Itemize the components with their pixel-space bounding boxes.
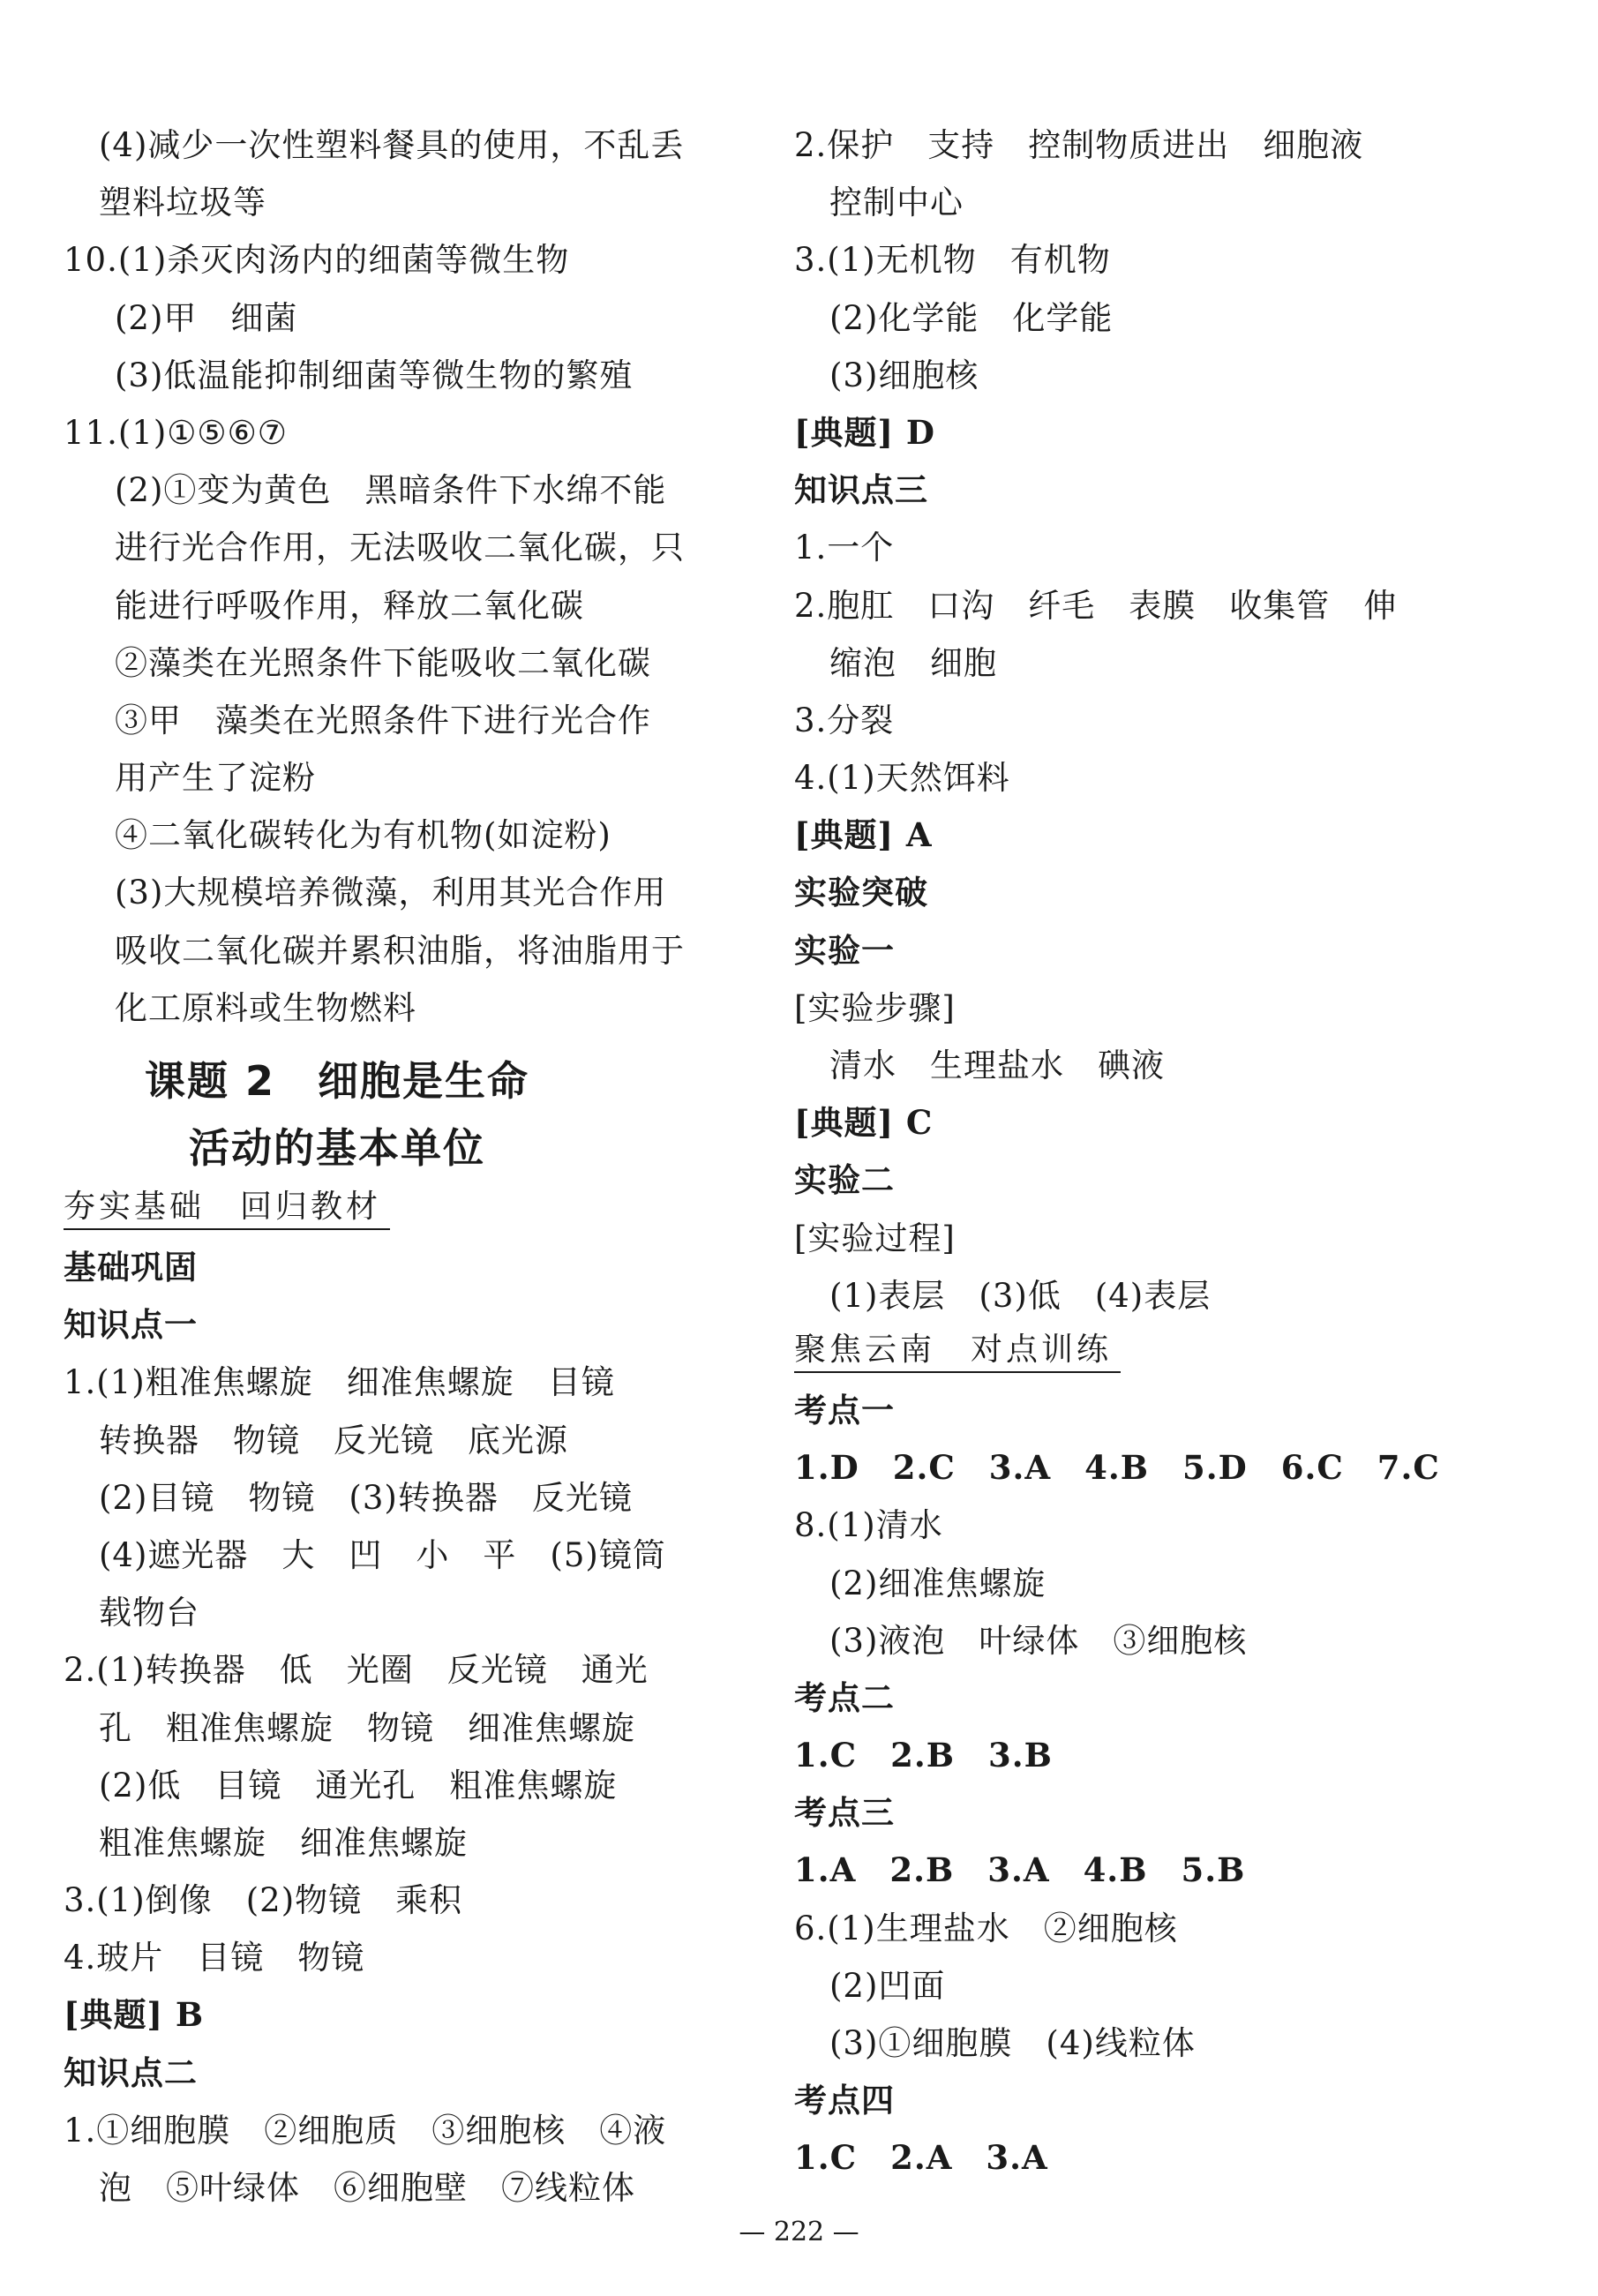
answer-line: (3)大规模培养微藻，利用其光合作用 <box>115 874 667 912</box>
section-heading: 基础巩固 <box>64 1249 198 1287</box>
answer-line: (4)减少一次性塑料餐具的使用，不乱丢 <box>99 126 685 164</box>
answer-line: [典题] D <box>794 412 935 452</box>
answer-line: 6.(1)生理盐水 ②细胞核 <box>794 1909 1178 1947</box>
answer-line: [典题] A <box>794 815 933 855</box>
section-heading: 实验突破 <box>794 874 928 912</box>
section-heading: 考点四 <box>794 2082 895 2120</box>
answer-line: 孔 粗准焦螺旋 物镜 细准焦螺旋 <box>99 1708 635 1747</box>
left-top-lines <box>64 116 734 1037</box>
answer-line: [典题] B <box>64 1995 205 2035</box>
answer-line: [典题] C <box>794 1103 934 1143</box>
answer-line: (3)细胞核 <box>829 356 979 394</box>
answer-line: 8.(1)清水 <box>794 1506 943 1545</box>
answer-line: 缩泡 细胞 <box>829 643 997 682</box>
answer-line: 粗准焦螺旋 细准焦螺旋 <box>99 1823 468 1862</box>
answer-line: (4)遮光器 大 凹 小 平 (5)镜筒 <box>99 1535 666 1574</box>
answer-line: ③甲 藻类在光照条件下进行光合作 <box>115 701 651 739</box>
answer-line: [实验过程] <box>794 1219 956 1257</box>
answer-line: (2)甲 细菌 <box>115 298 298 337</box>
answer-line: (3)液泡 叶绿体 ③细胞核 <box>829 1621 1248 1660</box>
section-heading: 考点三 <box>794 1794 895 1833</box>
answer-line: (3)低温能抑制细菌等微生物的繁殖 <box>115 356 634 394</box>
answer-line: 能进行呼吸作用，释放二氧化碳 <box>115 586 584 625</box>
answer-line: 清水 生理盐水 碘液 <box>829 1047 1165 1084</box>
answer-line: ②藻类在光照条件下能吸收二氧化碳 <box>115 643 651 682</box>
answer-line: 1.C 2.B 3.B <box>794 1736 1053 1775</box>
answer-line: 转换器 物镜 反光镜 底光源 <box>99 1421 568 1459</box>
answer-line: 2.(1)转换器 低 光圈 反光镜 通光 <box>64 1651 649 1690</box>
answer-line: (2)①变为黄色 黑暗条件下水绵不能 <box>115 471 667 510</box>
answer-line: (2)低 目镜 通光孔 粗准焦螺旋 <box>99 1766 618 1805</box>
answer-line: 吸收二氧化碳并累积油脂，将油脂用于 <box>115 931 685 970</box>
lesson-title-line1: 课题 2 细胞是生命 <box>144 1057 530 1105</box>
answer-line: 2.保护 支持 控制物质进出 细胞液 <box>794 126 1364 164</box>
answer-line: 11.(1)①⑤⑥⑦ <box>64 413 288 452</box>
section-banner <box>794 1324 1465 1382</box>
answer-line: 3.(1)无机物 有机物 <box>794 241 1111 280</box>
right-column <box>794 116 1465 2187</box>
answer-line: [实验步骤] <box>794 988 956 1027</box>
left-column <box>64 116 734 2217</box>
answer-line: 10.(1)杀灭肉汤内的细菌等微生物 <box>64 241 570 280</box>
answer-line: (2)细准焦螺旋 <box>829 1564 1047 1602</box>
answer-line: 1.一个 <box>794 529 895 567</box>
answer-line: (1)表层 (3)低 (4)表层 <box>829 1276 1212 1315</box>
section-heading: 知识点一 <box>64 1306 198 1345</box>
answer-line: 控制中心 <box>829 184 964 222</box>
banner-text: 聚焦云南 对点训练 <box>794 1329 1121 1373</box>
right-bottom-lines <box>794 1382 1465 2187</box>
answer-line: 进行光合作用，无法吸收二氧化碳，只 <box>115 529 685 567</box>
banner-text: 夯实基础 回归教材 <box>64 1186 390 1230</box>
left-bottom-lines <box>64 1239 734 2217</box>
section-heading: 考点一 <box>794 1391 895 1429</box>
answer-line: 载物台 <box>99 1594 199 1632</box>
answer-line: 3.分裂 <box>794 701 895 739</box>
answer-line: 1.(1)粗准焦螺旋 细准焦螺旋 目镜 <box>64 1363 615 1402</box>
answer-line: (3)①细胞膜 (4)线粒体 <box>829 2024 1196 2062</box>
answer-line: 泡 ⑤叶绿体 ⑥细胞壁 ⑦线粒体 <box>99 2169 635 2207</box>
right-top-lines <box>794 116 1465 1324</box>
section-heading: 知识点三 <box>794 471 928 510</box>
answer-line: 2.胞肛 口沟 纤毛 表膜 收集管 伸 <box>794 586 1398 625</box>
answer-line: ④二氧化碳转化为有机物(如淀粉) <box>115 816 611 855</box>
answer-line: 1.A 2.B 3.A 4.B 5.B <box>794 1850 1246 1890</box>
section-banner <box>64 1182 734 1239</box>
answer-line: (2)目镜 物镜 (3)转换器 反光镜 <box>99 1478 633 1517</box>
answer-line: 1.C 2.A 3.A <box>794 2138 1048 2178</box>
answer-line: 1.D 2.C 3.A 4.B 5.D 6.C 7.C <box>794 1448 1440 1488</box>
page-number: — 222 — <box>739 2217 859 2247</box>
answer-line: 4.(1)天然饵料 <box>794 759 1010 798</box>
section-heading: 实验二 <box>794 1161 895 1200</box>
section-heading: 考点二 <box>794 1678 895 1717</box>
answer-line: 3.(1)倒像 (2)物镜 乘积 <box>64 1881 463 1920</box>
answer-line: 4.玻片 目镜 物镜 <box>64 1939 365 1977</box>
section-heading: 实验一 <box>794 931 895 970</box>
answer-line: 1.①细胞膜 ②细胞质 ③细胞核 ④液 <box>64 2111 667 2150</box>
lesson-title-line2: 活动的基本单位 <box>189 1124 485 1172</box>
answer-line: (2)凹面 <box>829 1966 946 2005</box>
answer-line: 用产生了淀粉 <box>115 759 316 798</box>
section-heading: 知识点二 <box>64 2053 198 2092</box>
answer-line: 塑料垃圾等 <box>99 184 266 222</box>
answer-line: (2)化学能 化学能 <box>829 298 1114 337</box>
answer-line: 化工原料或生物燃料 <box>115 988 416 1027</box>
